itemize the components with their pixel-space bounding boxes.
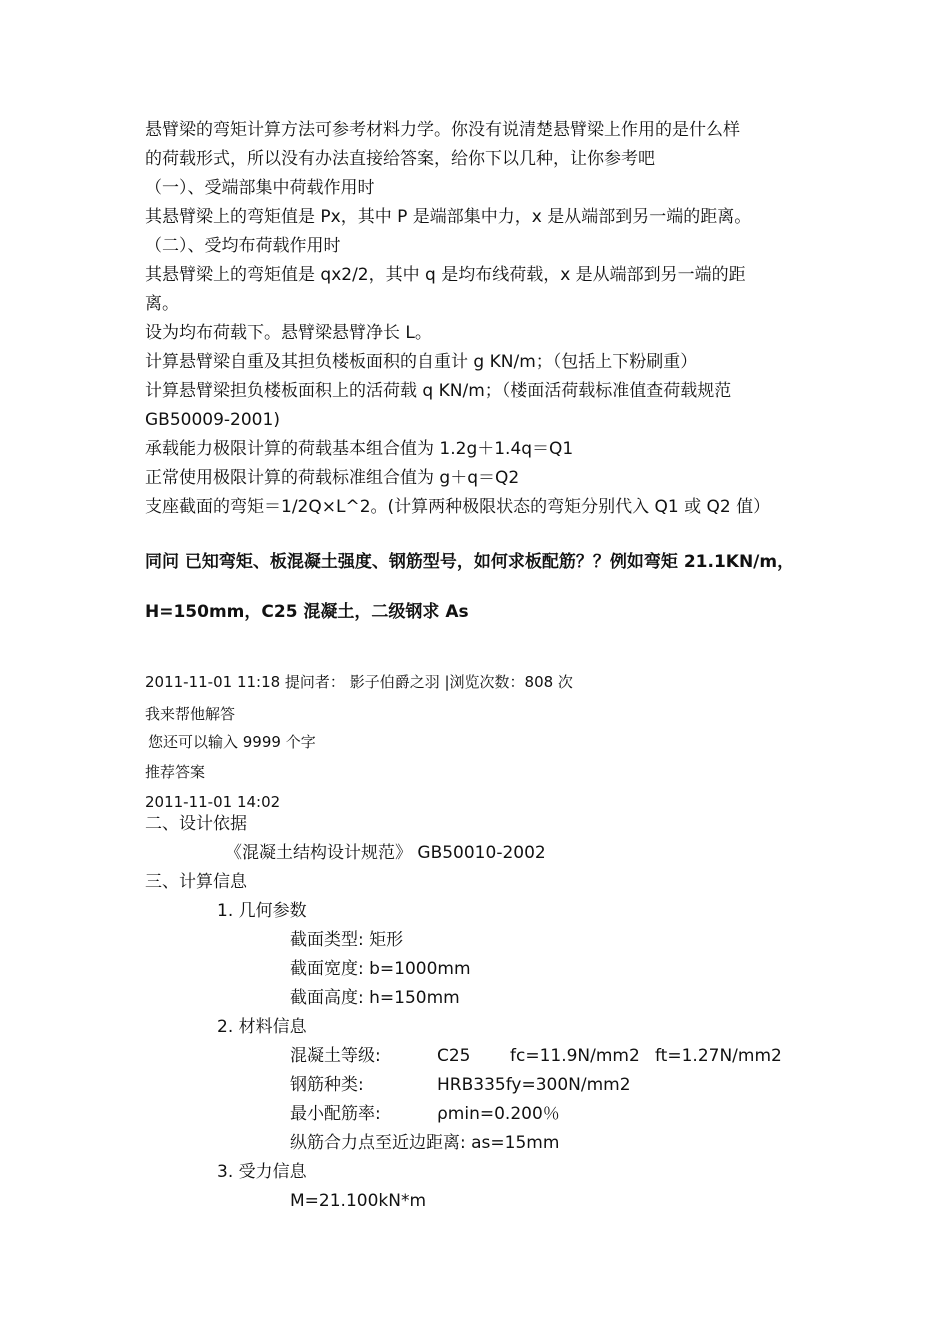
force-title: 3. 受力信息	[217, 1162, 307, 1182]
remaining-chars-text: 您还可以输入 9999 个字	[148, 733, 316, 751]
intro-line-11: GB50009-2001)	[145, 410, 280, 430]
geometry-section-width: 截面宽度: b=1000mm	[290, 959, 471, 979]
intro-line-3: （一）、受端部集中荷载作用时	[145, 178, 375, 198]
intro-line-4: 其悬臂梁上的弯矩值是 Px，其中 P 是端部集中力，x 是从端部到另一端的距离。	[145, 207, 752, 227]
steel-value: HRB335fy=300N/mm2	[437, 1075, 631, 1095]
force-moment: M=21.100kN*m	[290, 1191, 427, 1211]
intro-line-2: 的荷载形式，所以没有办法直接给答案，给你下以几种，让你参考吧	[145, 149, 655, 169]
intro-line-1: 悬臂梁的弯矩计算方法可参考材料力学。你没有说清楚悬臂梁上作用的是什么样	[145, 120, 740, 140]
concrete-grade: C25	[437, 1046, 471, 1066]
rho-label: 最小配筋率:	[290, 1104, 381, 1124]
intro-line-5: （二）、受均布荷载作用时	[145, 236, 341, 256]
intro-line-10: 计算悬臂梁担负楼板面积上的活荷载 q KN/m；（楼面活荷载标准值查荷载规范	[145, 381, 732, 401]
intro-line-9: 计算悬臂梁自重及其担负楼板面积的自重计 g KN/m；（包括上下粉刷重）	[145, 352, 698, 372]
section-calc-info: 三、计算信息	[145, 872, 247, 892]
answer-timestamp: 2011-11-01 14:02	[145, 793, 281, 811]
intro-line-14: 支座截面的弯矩＝1/2Q×L^2。(计算两种极限状态的弯矩分别代入 Q1 或 Q2 值）	[145, 497, 771, 517]
help-answer-link[interactable]: 我来帮他解答	[145, 705, 236, 723]
concrete-fc: fc=11.9N/mm2	[510, 1046, 640, 1066]
intro-line-12: 承载能力极限计算的荷载基本组合值为 1.2g＋1.4q＝Q1	[145, 439, 574, 459]
rho-value: ρmin=0.200％	[437, 1104, 560, 1124]
geometry-section-height: 截面高度: h=150mm	[290, 988, 460, 1008]
recommended-answer-label: 推荐答案	[145, 763, 206, 781]
intro-line-8: 设为均布荷载下。悬臂梁悬臂净长 L。	[145, 323, 432, 343]
design-code: 《混凝土结构设计规范》 GB50010-2002	[225, 843, 546, 863]
intro-line-7: 离。	[145, 294, 179, 314]
geometry-title: 1. 几何参数	[217, 901, 307, 921]
intro-line-6: 其悬臂梁上的弯矩值是 qx2/2，其中 q 是均布线荷载，x 是从端部到另一端的距	[145, 265, 746, 285]
question-heading-line-1: 同问 已知弯矩、板混凝土强度、钢筋型号，如何求板配筋？？例如弯矩 21.1KN/m，	[145, 552, 795, 572]
material-title: 2. 材料信息	[217, 1017, 307, 1037]
concrete-label: 混凝土等级:	[290, 1046, 381, 1066]
section-design-basis: 二、设计依据	[145, 814, 247, 834]
steel-label: 钢筋种类:	[290, 1075, 364, 1095]
concrete-ft: ft=1.27N/mm2	[655, 1046, 782, 1066]
rebar-cover-distance: 纵筋合力点至近边距离: as=15mm	[290, 1133, 560, 1153]
question-heading-line-2: H=150mm，C25 混凝土，二级钢求 As	[145, 602, 469, 622]
question-meta: 2011-11-01 11:18 提问者： 影子伯爵之羽 |浏览次数：808 次	[145, 673, 573, 691]
geometry-section-type: 截面类型: 矩形	[290, 930, 404, 950]
intro-line-13: 正常使用极限计算的荷载标准组合值为 g＋q＝Q2	[145, 468, 520, 488]
